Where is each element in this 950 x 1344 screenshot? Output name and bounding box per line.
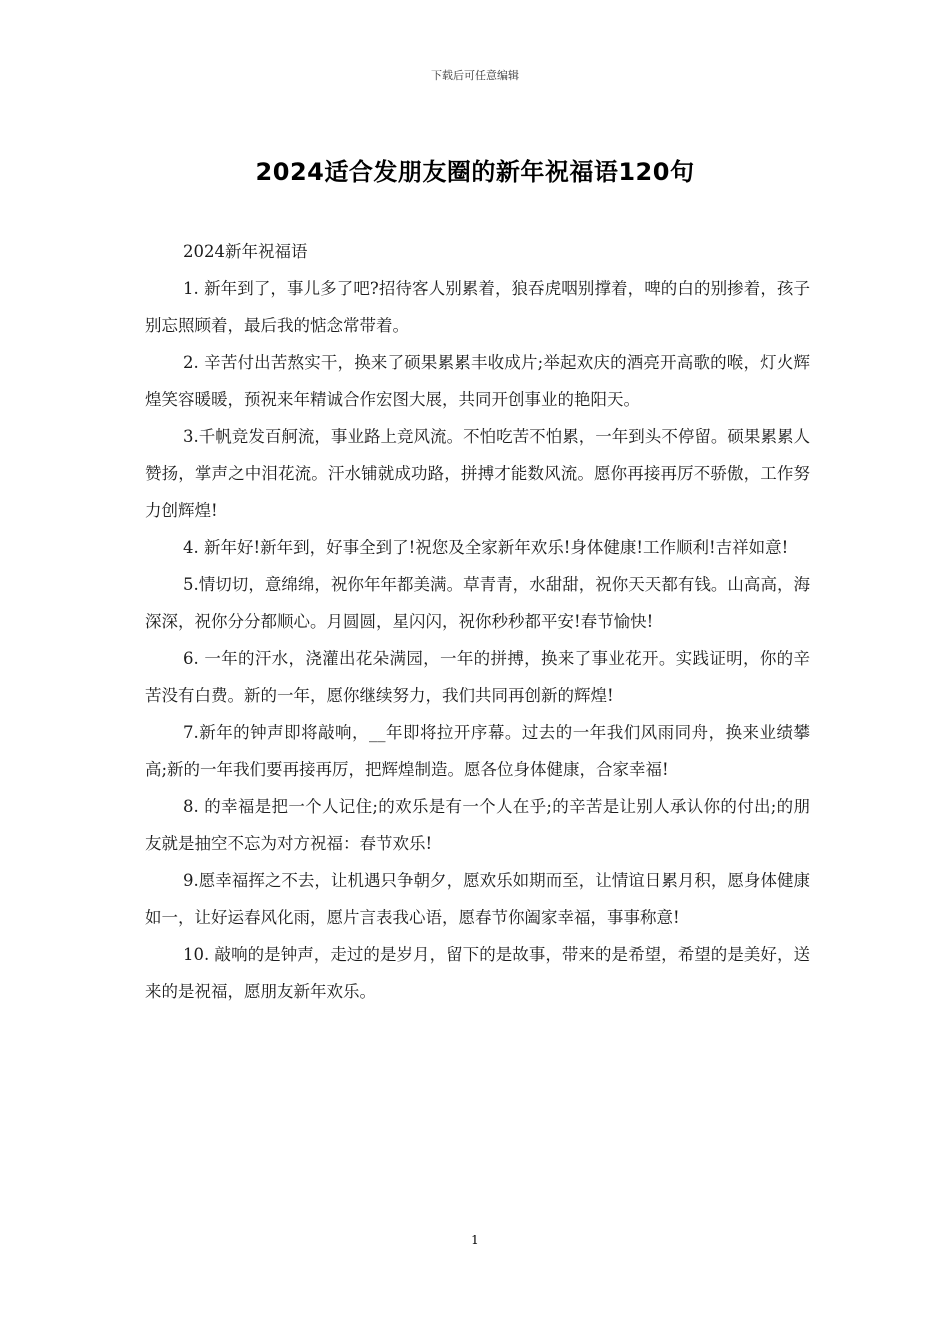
page-number: 1 [471, 1233, 479, 1247]
section-heading: 2024新年祝福语 [183, 242, 308, 261]
page-header-note: 下载后可任意编辑 [431, 69, 519, 82]
paragraph: 5.情切切，意绵绵，祝你年年都美满。草青青，水甜甜，祝你天天都有钱。山高高，海深深，祝你分分都顺心。月圆圆，星闪闪，祝你秒秒都平安!春节愉快! [145, 575, 810, 631]
paragraph: 9.愿幸福挥之不去，让机遇只争朝夕，愿欢乐如期而至，让情谊日累月积，愿身体健康如一，让好运春风化雨，愿片言表我心语，愿春节你阖家幸福，事事称意! [145, 871, 810, 927]
paragraph: 2. 辛苦付出苦熬实干，换来了硕果累累丰收成片;举起欢庆的酒亮开高歌的喉，灯火辉煌笑容暖暖，预祝来年精诚合作宏图大展，共同开创事业的艳阳天。 [145, 353, 810, 409]
document-title: 2024适合发朋友圈的新年祝福语120句 [255, 158, 695, 186]
paragraph: 8. 的幸福是把一个人记住;的欢乐是有一个人在乎;的辛苦是让别人承认你的付出;的朋友就是抽空不忘为对方祝福：春节欢乐! [145, 797, 810, 853]
paragraph: 7.新年的钟声即将敲响，__年即将拉开序幕。过去的一年我们风雨同舟，换来业绩攀高;新的一年我们要再接再厉，把辉煌制造。愿各位身体健康，合家幸福! [145, 723, 810, 779]
paragraph: 10. 敲响的是钟声，走过的是岁月，留下的是故事，带来的是希望，希望的是美好，送来的是祝福，愿朋友新年欢乐。 [145, 945, 810, 1001]
document-body [145, 233, 810, 1010]
paragraph: 6. 一年的汗水，浇灌出花朵满园，一年的拼搏，换来了事业花开。实践证明，你的辛苦没有白费。新的一年，愿你继续努力，我们共同再创新的辉煌! [145, 649, 810, 705]
paragraph: 1. 新年到了，事儿多了吧?招待客人别累着，狼吞虎咽别撑着，啤的白的别掺着，孩子别忘照顾着，最后我的惦念常带着。 [145, 279, 810, 335]
paragraph: 3.千帆竞发百舸流，事业路上竞风流。不怕吃苦不怕累，一年到头不停留。硕果累累人赞扬，掌声之中泪花流。汗水铺就成功路，拼搏才能数风流。愿你再接再厉不骄傲，工作努力创辉煌! [145, 427, 810, 520]
paragraph: 4. 新年好!新年到，好事全到了!祝您及全家新年欢乐!身体健康!工作顺利!吉祥如意! [183, 538, 789, 557]
